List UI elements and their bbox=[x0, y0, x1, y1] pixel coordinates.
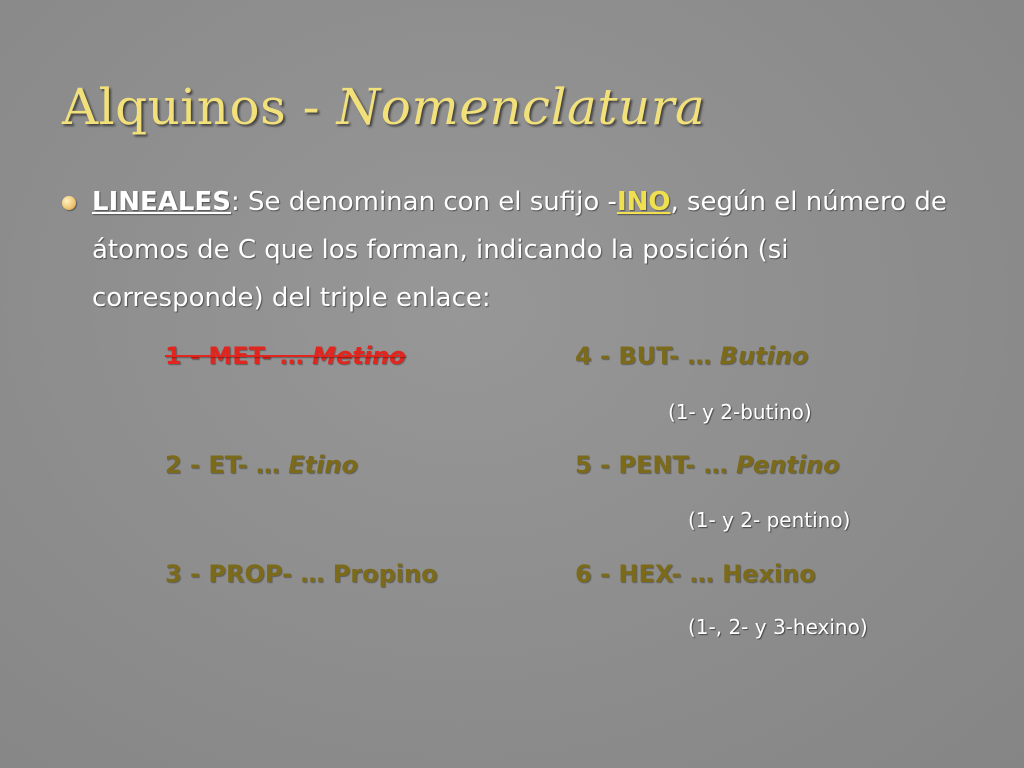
suffix-ino: INO bbox=[616, 187, 671, 217]
intro-text-1: Se denominan con el sufijo - bbox=[239, 187, 617, 217]
title-main: Alquinos - bbox=[62, 78, 337, 136]
intro-paragraph bbox=[92, 178, 962, 322]
item-metino-name: Metino bbox=[312, 342, 406, 370]
intro-colon: : bbox=[230, 187, 240, 217]
item-hexino-prefix: 6 - HEX- … bbox=[575, 560, 723, 588]
note-butino: (1- y 2-butino) bbox=[668, 400, 812, 424]
item-hexino bbox=[575, 560, 816, 588]
label-lineales: LINEALES bbox=[92, 187, 231, 217]
intro-text-2: , según el número de átomos de C que los forman, indicando la posición (si corresponde) del triple enlace: bbox=[92, 187, 947, 313]
item-etino-name: Etino bbox=[288, 451, 358, 479]
item-etino bbox=[165, 451, 358, 479]
item-propino-prefix: 3 - PROP- … bbox=[165, 560, 333, 588]
item-butino-prefix: 4 - BUT- … bbox=[575, 342, 720, 370]
slide-title bbox=[62, 78, 705, 136]
note-pentino: (1- y 2- pentino) bbox=[688, 508, 851, 532]
item-pentino bbox=[575, 451, 840, 479]
item-pentino-name: Pentino bbox=[735, 451, 840, 479]
title-italic: Nomenclatura bbox=[336, 78, 706, 136]
item-metino bbox=[165, 342, 406, 370]
item-butino bbox=[575, 342, 808, 370]
item-propino bbox=[165, 560, 438, 588]
item-metino-prefix: 1 - MET- … bbox=[165, 342, 313, 370]
note-hexino: (1-, 2- y 3-hexino) bbox=[688, 615, 868, 639]
item-etino-prefix: 2 - ET- … bbox=[165, 451, 289, 479]
item-butino-name: Butino bbox=[719, 342, 809, 370]
item-propino-name: Propino bbox=[332, 560, 438, 588]
item-pentino-prefix: 5 - PENT- … bbox=[575, 451, 736, 479]
bullet-dot-icon bbox=[62, 196, 76, 210]
item-hexino-name: Hexino bbox=[722, 560, 816, 588]
